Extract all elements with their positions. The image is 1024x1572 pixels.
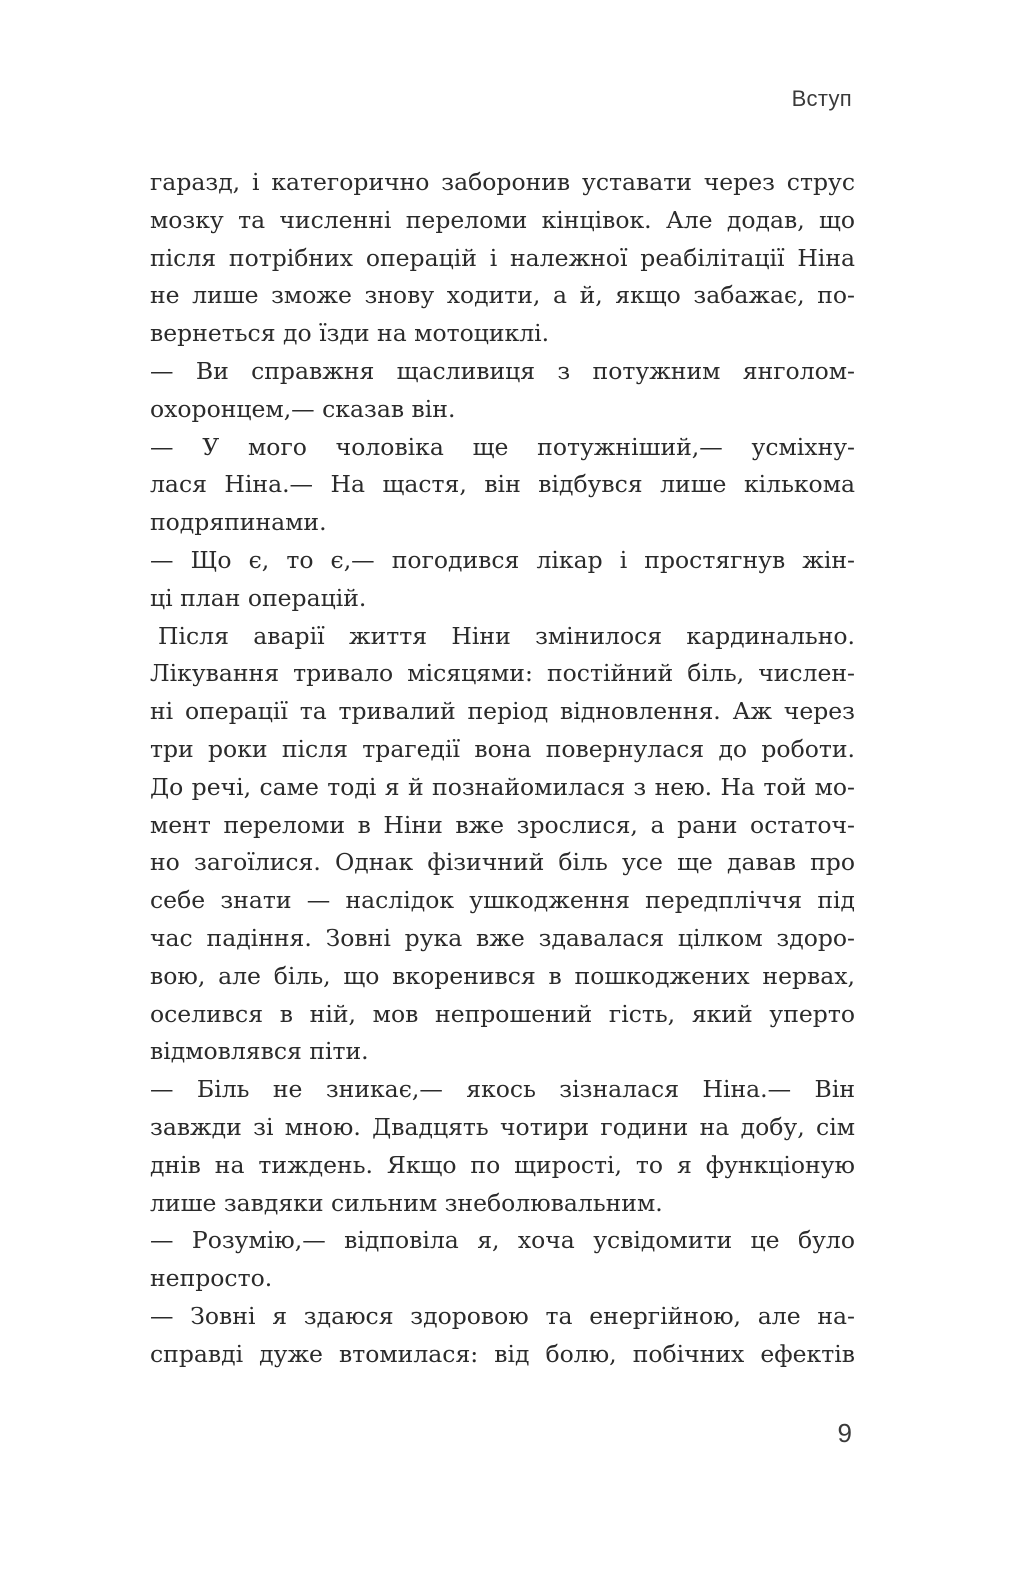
text-line: охоронцем,— сказав він. — [150, 394, 456, 423]
text-line: не лише зможе знову ходити, а й, якщо забажає, по- — [150, 281, 855, 310]
text-line: відмовлявся піти. — [150, 1037, 369, 1066]
text-line: лася Ніна.— На щастя, він відбувся лише кількома — [150, 470, 855, 499]
text-line: но загоїлися. Однак фізичний біль усе ще давав про — [150, 848, 855, 877]
text-line: вою, але біль, що вкоренився в пошкоджених нервах, — [150, 961, 855, 990]
text-line: справді дуже втомилася: від болю, побічних ефектів — [150, 1339, 855, 1368]
text-line: — Ви справжня щасливиця з потужним янголом- — [150, 356, 855, 385]
text-line: час падіння. Зовні рука вже здавалася цілком здоро- — [150, 923, 855, 952]
text-line: себе знати — наслідок ушкодження передпліччя під — [150, 886, 855, 915]
text-line: гаразд, і категорично заборонив уставати через струс — [150, 168, 855, 196]
text-line: після потрібних операцій і належної реабілітації Ніна — [150, 243, 855, 272]
text-line: три роки після трагедії вона повернулася до роботи. — [150, 734, 855, 763]
text-line: днів на тиждень. Якщо по щирості, то я функціоную — [150, 1150, 855, 1179]
text-line: ці план операцій. — [150, 583, 367, 612]
page-number: 9 — [837, 1418, 852, 1448]
text-line: мозку та численні переломи кінцівок. Але додав, що — [150, 205, 855, 234]
text-line: — Що є, то є,— погодився лікар і простягнув жін- — [150, 545, 855, 574]
text-line: завжди зі мною. Двадцять чотири години на добу, сім — [150, 1112, 855, 1141]
text-line: — Біль не зникає,— якось зізналася Ніна.— Він — [150, 1075, 855, 1104]
running-head-title: Вступ — [791, 86, 852, 111]
text-line: оселився в ній, мов непрошений гість, який уперто — [150, 999, 855, 1028]
text-line: лише завдяки сильним знеболювальним. — [150, 1188, 663, 1217]
text-line: ні операції та тривалий період відновлення. Аж через — [150, 697, 855, 726]
text-line: подряпинами. — [150, 508, 327, 537]
text-line: Після аварії життя Ніни змінилося кардинально. — [158, 621, 855, 650]
body-text — [150, 164, 855, 1374]
text-line: мент переломи в Ніни вже зрослися, а рани остаточ- — [150, 810, 855, 839]
text-line: До речі, саме тоді я й познайомилася з нею. На той мо- — [150, 772, 855, 801]
text-line: — У мого чоловіка ще потужніший,— усміхну- — [150, 432, 855, 461]
text-line: — Зовні я здаюся здоровою та енергійною, але на- — [150, 1301, 855, 1330]
text-line: вернеться до їзди на мотоциклі. — [150, 319, 550, 348]
text-line: — Розумію,— відповіла я, хоча усвідомити це було — [150, 1226, 855, 1255]
text-line: Лікування тривало місяцями: постійний біль, числен- — [150, 659, 855, 688]
text-line: непросто. — [150, 1264, 273, 1293]
